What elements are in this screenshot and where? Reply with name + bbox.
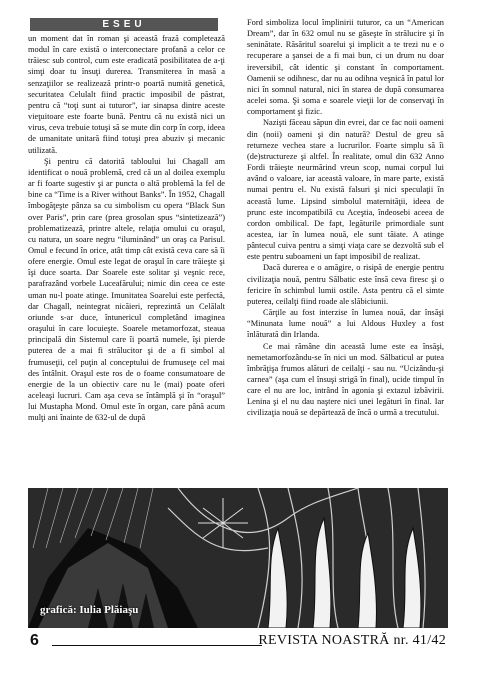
page-number: 6 bbox=[30, 632, 39, 649]
section-tab: ESEU bbox=[30, 18, 218, 31]
artwork-credit: grafică: Iulia Plăiaşu bbox=[40, 604, 139, 616]
paragraph: Cărţile au fost interzise în lumea nouă, dar însăşi “Minunata lume nouă” a lui Aldous Huxley a fost înlăturată din Irlanda. bbox=[247, 308, 444, 340]
magazine-title: REVISTA NOASTRĂ nr. 41/42 bbox=[258, 633, 446, 648]
left-column bbox=[28, 33, 225, 465]
paragraph: Dacă durerea e o amăgire, o risipă de energie pentru civilizaţia nouă, pentru Sălbatic este însă ceva firesc şi o fericire în schimbul lumii ostile. Asta pentru că el simte puterea, ceilalţi fiind roade ale slăbiciunii. bbox=[247, 263, 444, 306]
paragraph: Nazişti făceau săpun din evrei, dar ce fac noii oameni din (noii) oameni şi din natură? Destul de greu să returneze vechea stare a lucrurilor. Foarte simplu să îi (de)structureze şi altfel. În realitate, omul din 632 Anno Fordi trăieşte neurmărind vreun scop, numai corpul lui având o valoare, iar această valoare, în mare parte, există numai pentru el. Nu există falsuri şi nici speculaţii în această lume. Lipsind simbolul maternităţii, ideea de prunc este incompatibilă cu Aceştia, îndeosebi aceea de cordon ombilical. De fapt, legăturile primordiale sunt acestea, iar în lumea nouă, ele sunt tăiate. A atinge pântecul cuiva pentru a simţi viaţa care se dezvoltă sub el este pentru suboameni un fapt imposibil de realizat. bbox=[247, 118, 444, 262]
paragraph: Ce mai rămâne din această lume este ea însăşi, nemetamorfozându-se în nici un mod. Sălbaticul ar putea îmbrăţişa frumos alături de ceilalţi - sau nu. “Ucizându-şi carnea” (aşa cum el însuşi strigă în final), ucide timpul în care el nu are loc, intrând în agonia şi extazul izbăvirii. Lenina şi el nu dau naştere nici unei legături în final. Iar civilizaţia nouă se depărtează de încă o urmă a trecutului. bbox=[247, 341, 444, 418]
paragraph: Ford simboliza locul împlinirii tuturor, ca un “American Dream”, dar în 632 omul nu se găseşte în strălucire şi în seninătate. Răsăritul soarelui şi implicit a te trezi nu e o recuperare a şansei de a fi mai bun, ci un drum nu doar ireversibil, cât identic şi constant în comportament. Oamenii se odihnesc, dar nu au odihna veşnică în patul lor nici în somnul natural, nici în starea de dupã consumarea acelei soma. Şi soma e soarele vieţii lor de conservaţi în comportament şi fizic. bbox=[247, 18, 444, 117]
footer-divider bbox=[52, 645, 262, 646]
artwork-illustration bbox=[28, 488, 448, 628]
paragraph: un moment dat în roman şi această frază completează modul în care există o interconectare profană a celor ce trăiesc sub control, cum este eradicată posibilitatea de a-ţi simţi doar tu însuţi durerea. Transmiterea în masă a senzaţiilor se realizează printr-o poartă numită genetică, securitatea Celulalt fiind practic imposibil de păstrat, pentru că “toţi sunt ai tuturor”, iar sinapsa dintre aceste vieţuitoare este foarte bună. Pentru că nu există nici un virus, ceva trebuie totuşi să se mute din corp în corp, ideea de umanitate unitară fiind totuşi prea abuziv şi mecanic utilizată. bbox=[28, 34, 225, 155]
paragraph: Şi pentru că datorită tabloului lui Chagall am identificat o nouă problemă, cred că un al doilea exemplu ar fi foarte sugestiv şi ar puncta o altă problemă la fel de bine ca “Time is a River without Banks”. În 1952, Chagall îmbogăţeşte pânza sa cu simbolism cu opera “Black Sun over Paris”, prin care (prea grosolan spus “sintetizează”) problematizează, printre altele, relaţia omului cu oraşul, cu natura, un soare negru “iluminând” un oraş ca Parisul. Omul e fecund în orice, atât timp cât există ceva care să îi ofere energie. Omul este legat de oraşul în care trăieşte şi îşi duce soarta. Dar Soarele este solitar şi veşnic rece, parafrazând vorbele Luceafărului; nimic din ceea ce este uman nu-l poate atinge. Imunitatea Soarelui este perfectă, dar Chagall, neintegrat nicăieri, reprezintă un Celălalt oriunde s-ar duce, întunericul completând imaginea oraşului în care locuieşte. Soarele metamorfozat, steaua principală din Sistemul care îi poartă numele, îşi pierde puterea de a mai fi strălucitor şi de a fi simbol al frumuseţii, cel puţin al conceptului de frumuseţe cel mai des întâlnit. Oraşul este ros de o foame consumatoare de energie de la un obiectiv care nu le (mai) poate oferi aceleaşi lucruri. Cam aşa ceva se întâmplă şi în “oraşul” lui Mustapha Mond. Omul este în organ, care până acum mulţi ani înainte de 632-ul de după bbox=[28, 156, 225, 423]
right-column bbox=[247, 17, 444, 465]
